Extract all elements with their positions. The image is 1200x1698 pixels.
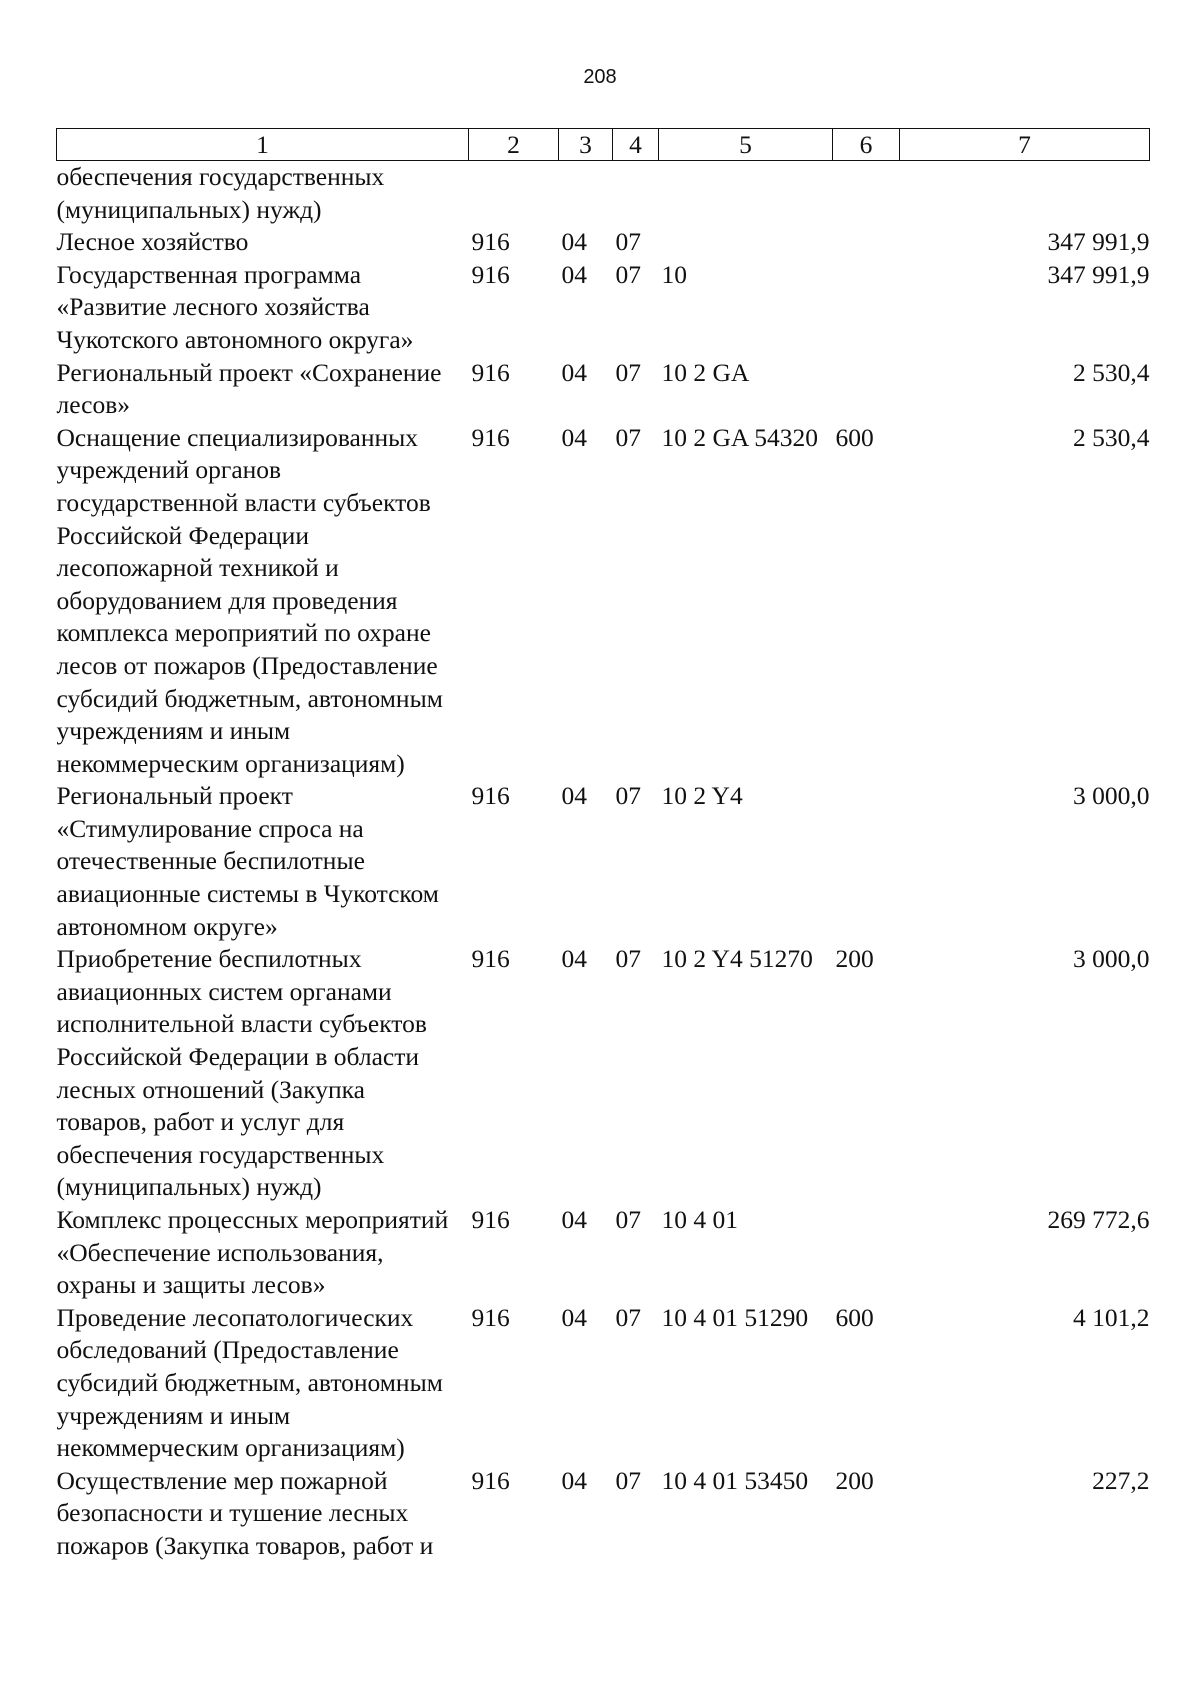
table-row xyxy=(57,1302,1150,1465)
item-name: Лесное хозяйство xyxy=(56,227,249,257)
target-article-code: 10 2 Y4 51270 xyxy=(661,944,813,974)
page-number: 208 xyxy=(583,66,617,88)
item-name: Государственная программа «Развитие лесного хозяйства Чукотского автономного округа» xyxy=(56,259,414,354)
subsection-code: 07 xyxy=(615,227,641,257)
subsection-code: 07 xyxy=(615,259,641,289)
item-name: Региональный проект «Сохранение лесов» xyxy=(56,357,442,420)
ministry-code: 916 xyxy=(471,1205,510,1234)
section-code: 04 xyxy=(561,259,587,289)
expense-type-code: 200 xyxy=(835,944,874,974)
section-code xyxy=(559,161,613,227)
section-code: 04 xyxy=(561,357,587,387)
ministry-code: 916 xyxy=(471,944,510,974)
section-code: 04 xyxy=(561,1465,587,1495)
target-article-code: 10 4 01 xyxy=(661,1205,738,1234)
ministry-code: 916 xyxy=(471,227,510,257)
item-name: Осуществление мер пожарной безопасности и тушение лесных пожаров (Закупка товаров, работ и xyxy=(56,1465,434,1560)
section-code: 04 xyxy=(561,781,587,811)
column-header-2: 2 xyxy=(469,129,559,161)
table-row xyxy=(57,226,1150,259)
column-header-5: 5 xyxy=(659,129,833,161)
table-row xyxy=(57,943,1150,1204)
section-code: 04 xyxy=(561,422,587,452)
ministry-code: 916 xyxy=(471,259,510,289)
ministry-code: 916 xyxy=(471,1465,510,1495)
ministry-code: 916 xyxy=(471,1302,510,1332)
expense-type-code xyxy=(833,161,900,227)
subsection-code: 07 xyxy=(615,1465,641,1495)
table-row xyxy=(57,161,1150,227)
section-code: 04 xyxy=(561,1302,587,1332)
amount: 227,2 xyxy=(1092,1465,1150,1495)
item-name: Региональный проект «Стимулирование спроса на отечественные беспилотные авиационные системы в Чукотском автономном округе» xyxy=(56,781,439,941)
target-article-code: 10 4 01 51290 xyxy=(661,1302,809,1332)
amount: 347 991,9 xyxy=(1047,227,1150,257)
target-article-code: 10 xyxy=(661,259,687,289)
amount: 269 772,6 xyxy=(1047,1205,1150,1234)
expense-type-code: 600 xyxy=(835,422,874,452)
budget-table xyxy=(56,128,1150,1563)
target-article-code: 10 2 GA xyxy=(661,357,750,387)
table-row xyxy=(57,1465,1150,1563)
section-code: 04 xyxy=(561,944,587,974)
amount xyxy=(900,161,1150,227)
amount: 2 530,4 xyxy=(1073,422,1150,452)
ministry-code: 916 xyxy=(471,357,510,387)
column-header-7: 7 xyxy=(900,129,1150,161)
table-row xyxy=(57,259,1150,357)
ministry-code: 916 xyxy=(471,422,510,452)
target-article-code: 10 2 Y4 xyxy=(661,781,743,811)
amount: 3 000,0 xyxy=(1073,781,1150,811)
column-header-6: 6 xyxy=(833,129,900,161)
expense-type-code xyxy=(833,357,900,422)
subsection-code: 07 xyxy=(615,1205,641,1234)
table-row xyxy=(57,780,1150,943)
amount: 4 101,2 xyxy=(1073,1302,1150,1332)
amount: 2 530,4 xyxy=(1073,357,1150,387)
target-article-code xyxy=(659,226,833,259)
amount: 347 991,9 xyxy=(1047,259,1150,289)
subsection-code xyxy=(613,161,659,227)
table-row xyxy=(57,1204,1150,1302)
item-name: обеспечения государственных (муниципальных) нужд) xyxy=(56,162,385,224)
target-article-code xyxy=(659,161,833,227)
column-header-1: 1 xyxy=(57,129,469,161)
item-name: Оснащение специализированных учреждений органов государственной власти субъектов Российской Федерации лесопожарной техникой и оборудованием для проведения комплекса мероприятий по охране лесов от пожаров (Предоставление субсидий бюджетным, автономным учреждениям и иным некоммерческим организациям) xyxy=(56,422,443,778)
subsection-code: 07 xyxy=(615,1302,641,1332)
expense-type-code xyxy=(833,226,900,259)
subsection-code: 07 xyxy=(615,422,641,452)
item-name: Комплекс процессных мероприятий «Обеспечение использования, охраны и защиты лесов» xyxy=(56,1205,449,1300)
expense-type-code: 200 xyxy=(835,1465,874,1495)
section-code: 04 xyxy=(561,227,587,257)
column-header-3: 3 xyxy=(559,129,613,161)
amount: 3 000,0 xyxy=(1073,944,1150,974)
table-row xyxy=(57,422,1150,781)
column-header-4: 4 xyxy=(613,129,659,161)
item-name: Приобретение беспилотных авиационных систем органами исполнительной власти субъектов Российской Федерации в области лесных отношений (Закупка товаров, работ и услуг для обеспечения государственных (муниципальных) нужд) xyxy=(56,944,427,1202)
subsection-code: 07 xyxy=(615,357,641,387)
column-header-row xyxy=(57,129,1150,161)
target-article-code: 10 4 01 53450 xyxy=(661,1465,809,1495)
subsection-code: 07 xyxy=(615,944,641,974)
section-code: 04 xyxy=(561,1205,587,1234)
expense-type-code xyxy=(833,780,900,943)
ministry-code: 916 xyxy=(471,781,510,811)
target-article-code: 10 2 GA 54320 xyxy=(661,422,819,452)
subsection-code: 07 xyxy=(615,781,641,811)
item-name: Проведение лесопатологических обследований (Предоставление субсидий бюджетным, автономным учреждениям и иным некоммерческим организациям) xyxy=(56,1302,443,1463)
table-row xyxy=(57,357,1150,422)
expense-type-code: 600 xyxy=(835,1302,874,1332)
ministry-code xyxy=(469,161,559,227)
expense-type-code xyxy=(833,259,900,357)
expense-type-code xyxy=(833,1204,900,1302)
